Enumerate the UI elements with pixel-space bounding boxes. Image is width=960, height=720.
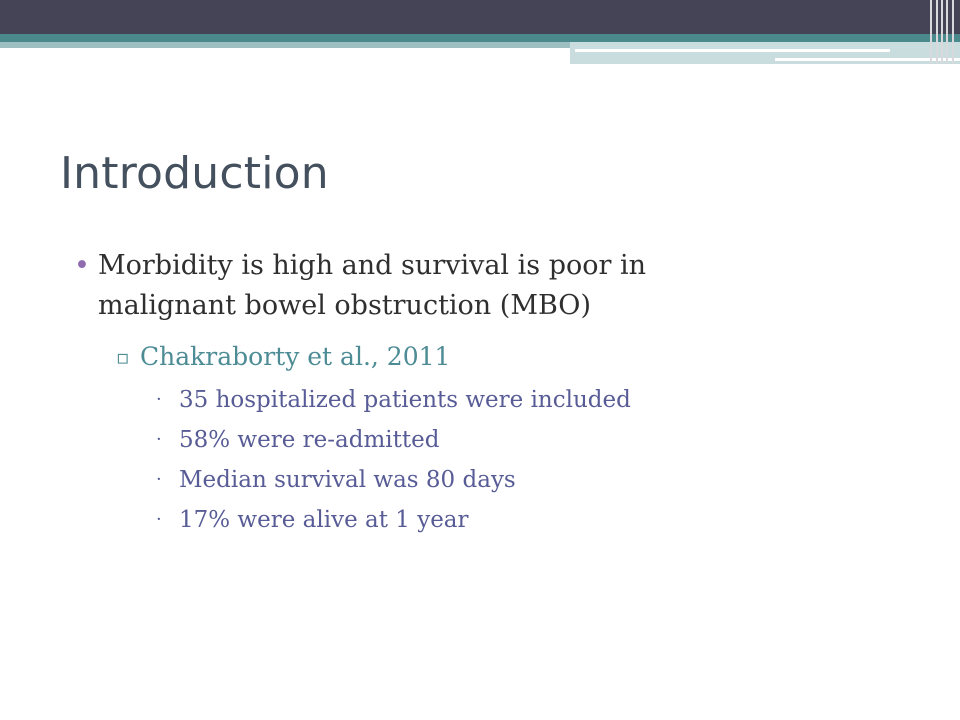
- bullet-small-dot-icon: ·: [156, 429, 162, 450]
- bullet-level3-text: Median survival was 80 days: [179, 467, 516, 493]
- bullet-level1-line2: malignant bowel obstruction (MBO): [98, 290, 591, 321]
- bullet-level1-line1: Morbidity is high and survival is poor in: [98, 250, 647, 281]
- bullet-dot-icon: •: [74, 250, 90, 281]
- bullet-square-icon: ▫: [116, 345, 130, 369]
- slide-content: [74, 246, 914, 540]
- bullet-level3-item: [156, 460, 914, 500]
- slide-title: Introduction: [60, 148, 329, 199]
- bullet-level1: [74, 246, 914, 326]
- bullet-level3-item: [156, 420, 914, 460]
- bullet-level3-list: [74, 380, 914, 540]
- header-teal-bar: [0, 34, 960, 42]
- bullet-small-dot-icon: ·: [156, 469, 162, 490]
- header-dark-bar: [0, 0, 960, 34]
- bullet-level3-item: [156, 380, 914, 420]
- bullet-level3-item: [156, 500, 914, 540]
- bullet-level3-text: 35 hospitalized patients were included: [179, 387, 631, 413]
- header-stripes-decoration: [928, 0, 960, 64]
- header-light-bar: [0, 42, 570, 48]
- bullet-small-dot-icon: ·: [156, 389, 162, 410]
- header-white-line: [575, 49, 890, 52]
- bullet-level2: [116, 340, 914, 374]
- bullet-level3-text: 58% were re-admitted: [179, 427, 440, 453]
- bullet-level3-text: 17% were alive at 1 year: [179, 507, 469, 533]
- bullet-level2-text: Chakraborty et al., 2011: [140, 342, 451, 371]
- bullet-small-dot-icon: ·: [156, 509, 162, 530]
